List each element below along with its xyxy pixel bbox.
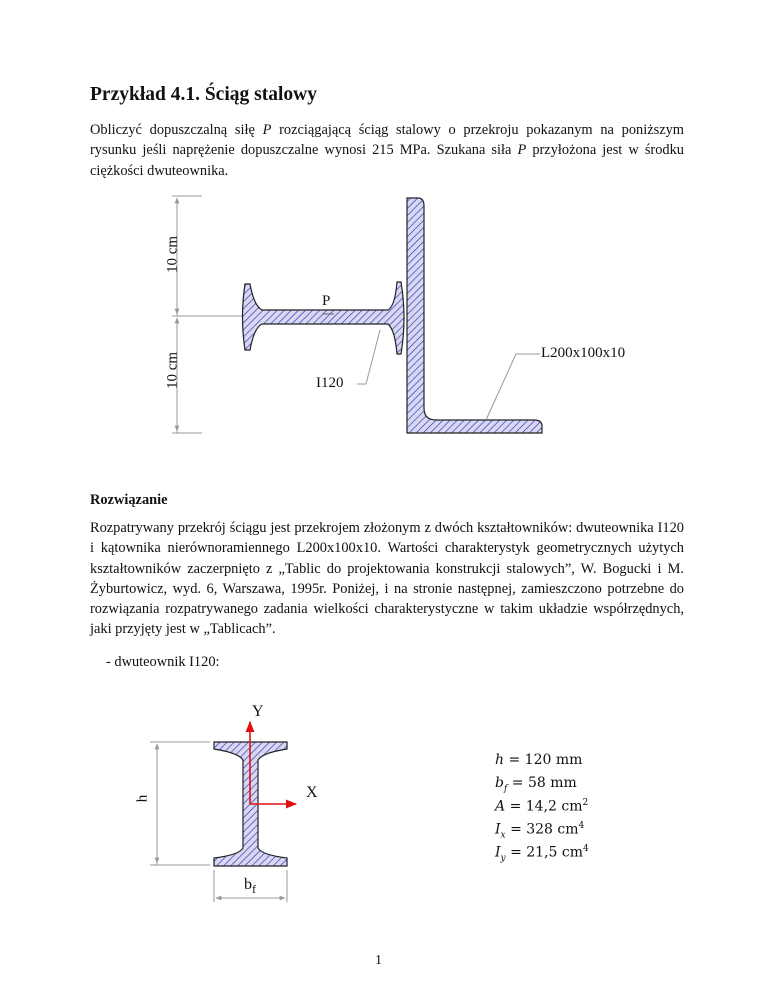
property-iy: $I_y = 21,5$ $cm^4$ [495,844,589,864]
leader-lines [357,330,540,420]
section-title: Przykład 4.1. Ściąg stalowy [90,84,317,105]
dim-label-top: 10 cm [164,235,181,274]
axis-y-label: Y [252,703,264,720]
problem-statement: Obliczyć dopuszczalną siłę P rozciągającą ściąg stalowy o przekroju pokazanym na poniższym rysunku jeśli naprężenie dopuszczalne wynosi 215 MPa. Szukana siła P przyłożona jest w środku ciężkości dwuteownika. [90,122,684,179]
dim-label-bf: $b_f$ [244,876,256,896]
dimension-lines-fig1 [172,196,250,433]
dimension-lines-fig2 [150,742,287,902]
property-a: A = 14,2 $cm^2$ [495,798,589,815]
page-number: 1 [375,953,382,968]
subheading-ibeam: - dwuteownik I120: [106,654,220,670]
dim-label-h: h [134,794,151,803]
solution-text: Rozpatrywany przekrój ściągu jest przekrojem złożonym z dwóch kształtowników: dwuteownika I120 i kątownika nierównoramiennego L200x100x10. Wartości charakterystyk geometrycznych użytych kształtowników zaczerpnięto z „Tablic do projektowania konstrukcji stalowych”, W. Bogucki i M. Żyburtowicz, wyd. 6, Warszawa, 1995r. Poniżej, i na stronie następnej, zamieszczono potrzebne do rozwiązania rozpatrywanego zadania wielkości charakterystyczne w takim układzie współrzędnych, jaki przyjęty jest w „Tablicach”. [90,520,684,638]
force-label: P [322,293,331,309]
solution-heading: Rozwiązanie [90,492,168,508]
property-bf: $b_f = 58$ mm [495,775,577,794]
property-ix: $I_x = 328$ $cm^4$ [495,821,585,841]
dim-label-bottom: 10 cm [164,351,181,390]
angle-label: L200x100x10 [541,345,626,361]
ibeam-label: I120 [316,375,344,391]
property-h: h = 120 mm [495,752,583,768]
angle-section-shape [407,198,542,433]
axis-x-label: X [306,784,318,801]
